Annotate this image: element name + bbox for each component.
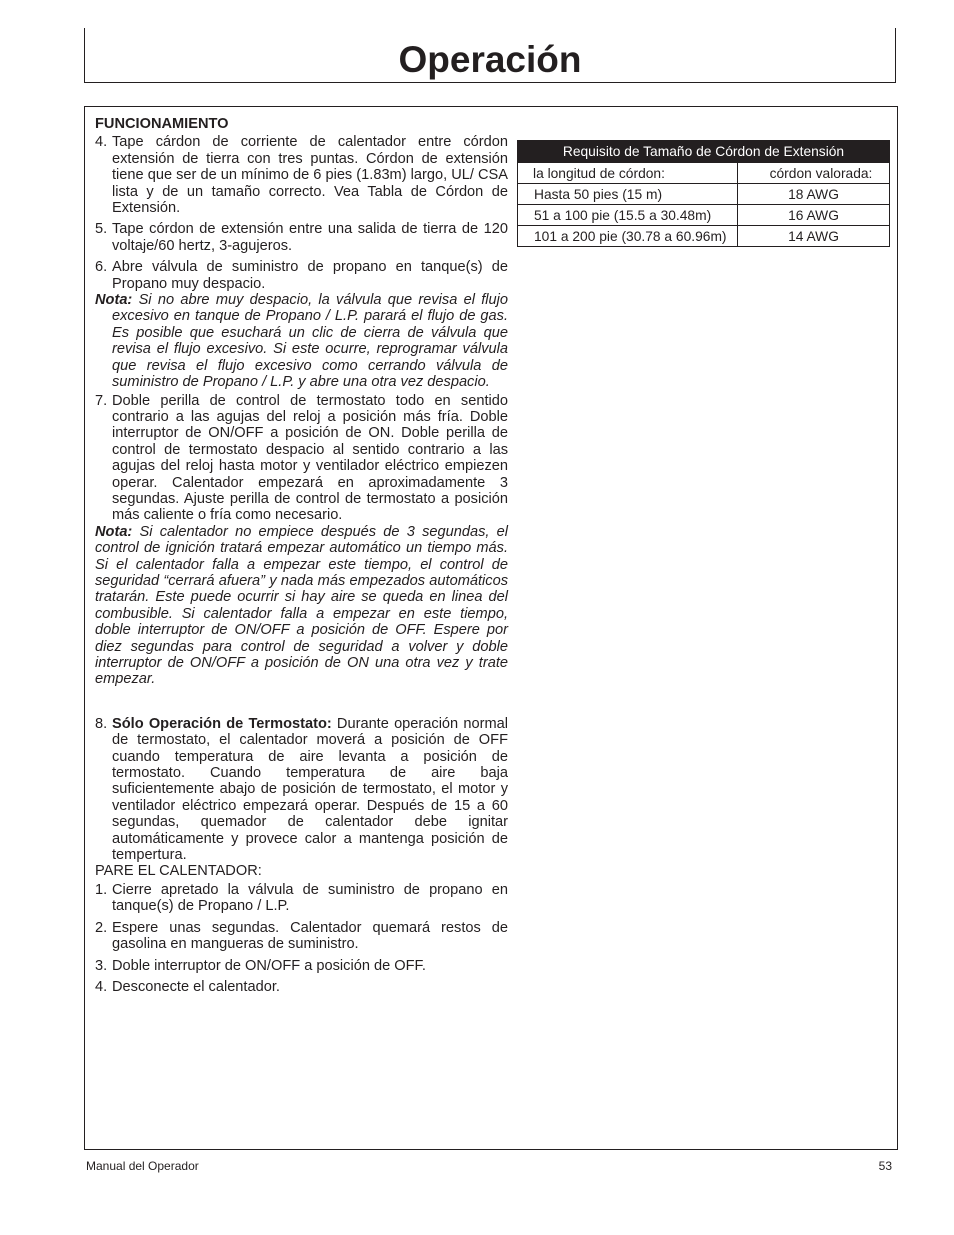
cell-length: 51 a 100 pie (15.5 a 30.48m) bbox=[518, 205, 738, 226]
list-item bbox=[95, 920, 508, 953]
list-item bbox=[95, 979, 508, 995]
footer-manual-name: Manual del Operador bbox=[86, 1159, 199, 1173]
item-number: 5. bbox=[95, 221, 108, 238]
note-text: Si no abre muy despacio, la válvula que revisa el flujo excesivo en tanque de Propano / L.P. parará el flujo de gas. Es posible que esuchará un clic de cierra de válvula que revisa el flujo excesivo. Si este ocurre, reprogramar válvula que revisa el flujo excesivo como cerrando válvula de suministro de Propano / L.P. y abre una otra vez despacio. bbox=[112, 292, 508, 391]
page-title: Operación bbox=[398, 39, 582, 80]
table-row bbox=[518, 226, 890, 247]
item-number: 1. bbox=[95, 881, 108, 898]
cell-rating: 16 AWG bbox=[738, 205, 890, 226]
item-text: Doble perilla de control de termostato todo en sentido contrario a las agujas del reloj a posición más fría. Doble interruptor de ON/OFF a posición de ON. Doble perilla de control de termostato despacio al sentido contrario a las agujas del reloj hasta motor y ventilador eléctrico empiezen operar. Calentador empezará en aproximadamente 3 segundas. Ajuste perilla de control de termostato a posición más caliente o fría como necesario. bbox=[112, 392, 508, 524]
column-header-rating: córdon valorada: bbox=[738, 163, 890, 184]
note-ignition bbox=[95, 524, 508, 688]
note-label: Nota: bbox=[95, 523, 133, 540]
cell-rating: 18 AWG bbox=[738, 184, 890, 205]
item-text: Desconecte el calentador. bbox=[112, 978, 280, 995]
list-item bbox=[95, 716, 508, 864]
item-number: 4. bbox=[95, 134, 108, 151]
extension-cord-table bbox=[517, 140, 890, 247]
table-row bbox=[518, 184, 890, 205]
instructions-column bbox=[95, 116, 508, 995]
item-number: 4. bbox=[95, 978, 108, 995]
cell-length: 101 a 200 pie (30.78 a 60.96m) bbox=[518, 226, 738, 247]
list-item bbox=[95, 393, 508, 524]
list-item bbox=[95, 134, 508, 216]
list-item bbox=[95, 958, 508, 974]
item-number: 2. bbox=[95, 919, 108, 936]
item-bold-lead: Sólo Operación de Termostato: bbox=[112, 715, 332, 732]
note-text: Si calentador no empiece después de 3 segundas, el control de ignición tratará empezar automático un tiempo más. Si el calentador falla a empezar este tiempo, el control de seguridad “cerrará afuera” y nada más empezados automáticos tratarán. Este puede ocurrir si hay aire se queda en linea del combusible. Si calentador falla a empezar en este tiempo, doble interruptor de ON/OFF a posición de OFF. Espere por diez segundas para control de seguridad a volver y doble interruptor de ON/OFF a posición de ON una otra vez y trate empezar. bbox=[95, 523, 508, 688]
item-text: Espere unas segundas. Calentador quemará restos de gasolina en mangueras de suministro. bbox=[112, 919, 508, 953]
table-title: Requisito de Tamaño de Córdon de Extensión bbox=[518, 141, 890, 163]
table-header-row bbox=[518, 163, 890, 184]
list-item bbox=[95, 882, 508, 915]
cell-length: Hasta 50 pies (15 m) bbox=[518, 184, 738, 205]
item-number: 6. bbox=[95, 259, 108, 276]
cell-rating: 14 AWG bbox=[738, 226, 890, 247]
section-heading: FUNCIONAMIENTO bbox=[95, 116, 229, 132]
list-item bbox=[95, 259, 508, 292]
item-body: Durante operación normal de termostato, el calentador moverá a posición de OFF cuando temperatura de aire levanta a posición de termostato. Cuando temperatura de aire baja suficientemente abajo de posición de termostato, el motor y ventilador eléctrico empezará operar. Después de 15 a 60 segundas, quemador de calentador debe ignitar automáticamente y provece calor a mantenga posición de tempertura. bbox=[112, 715, 508, 864]
item-number: 7. bbox=[95, 392, 108, 409]
note-flow-valve bbox=[95, 292, 508, 390]
item-text: Cierre apretado la válvula de suministro de propano en tanque(s) de Propano / L.P. bbox=[112, 881, 508, 915]
item-number: 8. bbox=[95, 715, 108, 732]
note-label: Nota: bbox=[95, 292, 133, 309]
list-item bbox=[95, 221, 508, 254]
item-text: Tape cárdon de corriente de calentador entre córdon extensión de tierra con tres puntas. Córdon de extensión tiene que ser de un mínimo de 6 pies (1.83m) largo, UL/ CSA lista y de un tamaño correcto. Vea Tabla de Córdon de Extensión. bbox=[112, 134, 508, 217]
item-text: Tape córdon de extensión entre una salida de tierra de 120 voltaje/60 hertz, 3-agujeros. bbox=[112, 221, 508, 254]
title-box bbox=[84, 28, 896, 83]
item-text: Doble interruptor de ON/OFF a posición de OFF. bbox=[112, 957, 426, 974]
table-row bbox=[518, 205, 890, 226]
item-text: Abre válvula de suministro de propano en tanque(s) de Propano muy despacio. bbox=[112, 259, 508, 292]
column-header-length: la longitud de córdon: bbox=[518, 163, 738, 184]
page-number: 53 bbox=[878, 1159, 892, 1173]
item-text bbox=[112, 716, 508, 864]
item-number: 3. bbox=[95, 957, 108, 974]
stop-heading: PARE EL CALENTADOR: bbox=[95, 863, 262, 880]
